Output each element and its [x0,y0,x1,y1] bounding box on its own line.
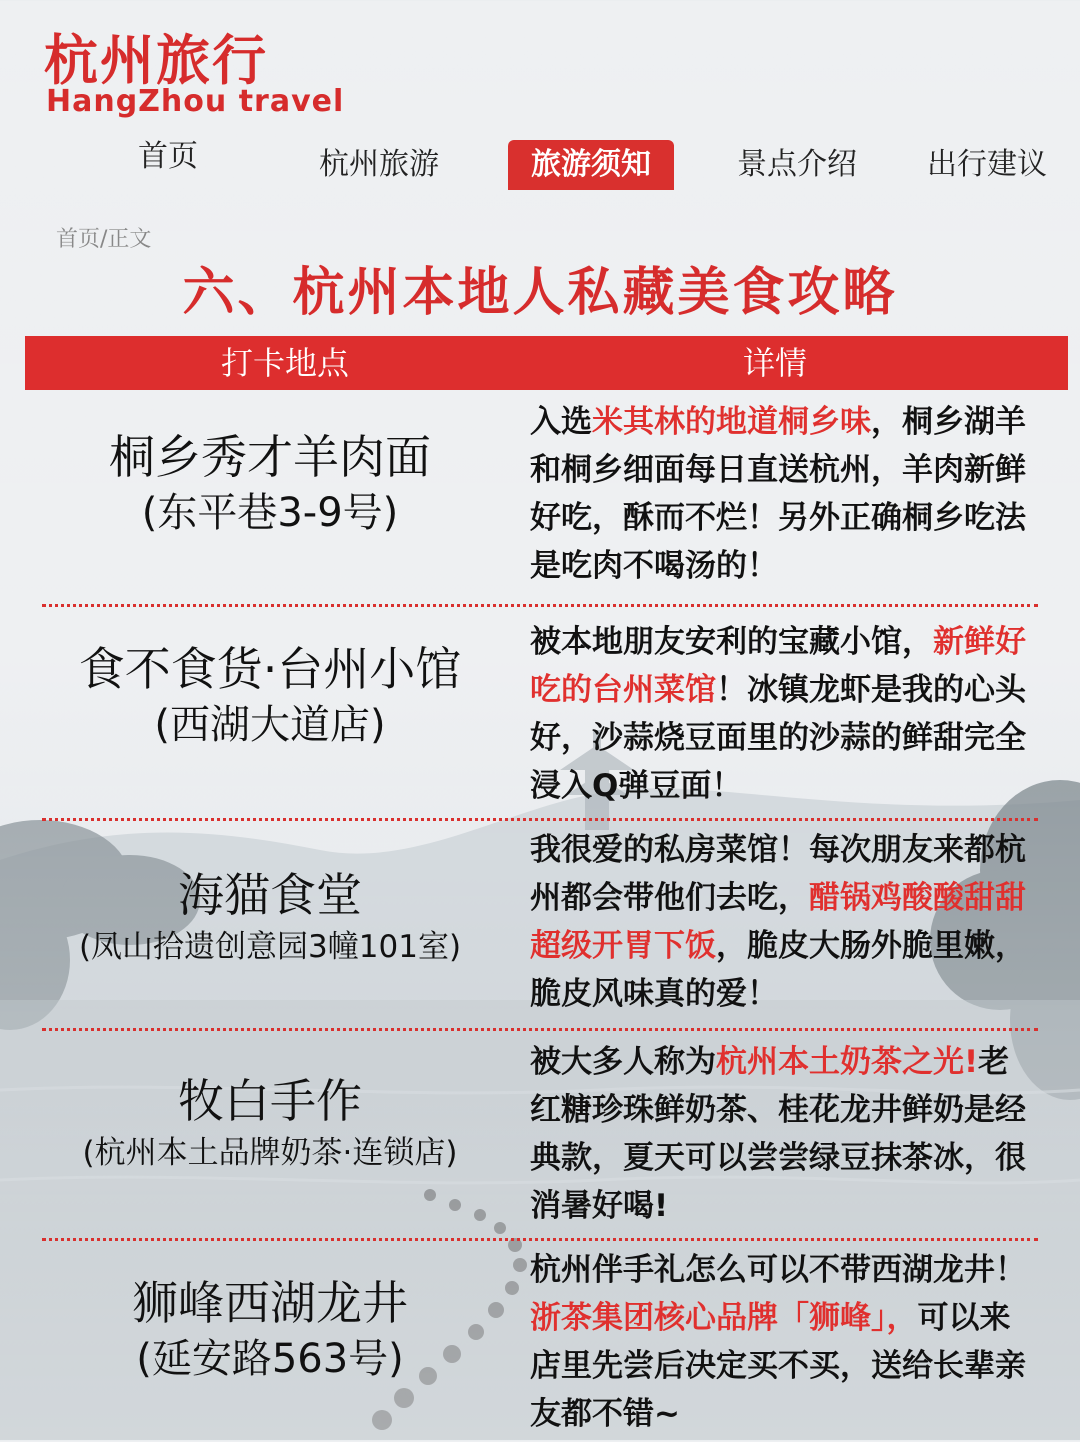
header-place: 打卡地点 [220,344,349,382]
table-row [0,1242,1080,1442]
detail-text: 入选 [530,404,592,440]
place-address: (东平巷3-9号) [141,490,399,536]
detail-text: 杭州伴手礼怎么可以不带西湖龙井！ [530,1252,1026,1288]
page-title: 六、杭州本地人私藏美食攻略 [182,263,898,323]
top-nav [0,140,1080,192]
place-cell [30,866,510,970]
table-row [0,606,1080,820]
detail-cell [530,618,1035,810]
detail-text: 可以来店里先尝后决定买不买，送给长辈亲友都不错~ [530,1300,1026,1432]
brand-subtitle: HangZhou travel [46,84,345,119]
nav-item-hangzhou-travel[interactable]: 杭州旅游 [319,147,439,182]
nav-item-travel-notice[interactable]: 旅游须知 [508,140,674,190]
place-name: 桐乡秀才羊肉面 [109,430,431,484]
detail-text: ！冰镇龙虾是我的心头好，沙蒜烧豆面里的沙蒜的鲜甜完全浸入Q弹豆面！ [530,672,1026,804]
row-divider [42,1238,1038,1241]
detail-cell [530,1038,1035,1230]
detail-text: 被大多人称为 [530,1044,716,1080]
breadcrumb[interactable]: 首页/正文 [56,227,152,252]
detail-highlight: 醋锅鸡酸酸甜甜超级开胃下饭 [530,880,1026,964]
detail-cell [530,398,1035,590]
table-header [25,336,1068,390]
brand-title: 杭州旅行 [44,29,268,92]
header-detail: 详情 [742,344,807,382]
detail-cell [530,826,1035,1018]
nav-item-home[interactable]: 首页 [138,139,198,174]
detail-highlight: 米其林的地道桐乡味 [592,404,871,440]
detail-cell [530,1246,1035,1438]
nav-item-travel-tips[interactable]: 出行建议 [927,147,1047,182]
table-row [0,820,1080,1030]
place-cell [30,1072,510,1176]
place-cell [30,428,510,540]
place-address: (杭州本土品牌奶茶·连锁店) [82,1135,458,1171]
place-address: (延安路563号) [136,1336,404,1382]
place-address: (凤山拾遗创意园3幢101室) [78,929,462,965]
detail-text: ，桐乡湖羊和桐乡细面每日直送杭州，羊肉新鲜好吃，酥而不烂！另外正确桐乡吃法是吃肉不喝汤的！ [530,404,1026,584]
detail-highlight: 新鲜好吃的台州菜馆 [530,624,1026,708]
detail-text: 被本地朋友安利的宝藏小馆， [530,624,933,660]
place-name: 海猫食堂 [178,868,362,922]
detail-highlight: 杭州本土奶茶之光! [716,1044,979,1080]
table-row [0,392,1080,606]
food-table [0,392,1080,1442]
table-row [0,1030,1080,1242]
place-cell [30,1274,510,1386]
nav-item-attractions[interactable]: 景点介绍 [737,147,857,182]
place-name: 牧白手作 [178,1074,362,1128]
place-name: 食不食货·台州小馆 [78,642,462,696]
detail-text: ，脆皮大肠外脆里嫩，脆皮风味真的爱！ [530,928,1026,1012]
place-address: (西湖大道店) [154,702,386,748]
detail-text: 我很爱的私房菜馆！每次朋友来都杭州都会带他们去吃， [530,832,1026,916]
detail-text: 老红糖珍珠鲜奶茶、桂花龙井鲜奶是经典款，夏天可以尝尝绿豆抹茶冰，很消暑好喝! [530,1044,1026,1224]
detail-highlight: 浙茶集团核心品牌「狮峰」， [530,1300,918,1336]
place-cell [30,640,510,752]
place-name: 狮峰西湖龙井 [132,1276,408,1330]
